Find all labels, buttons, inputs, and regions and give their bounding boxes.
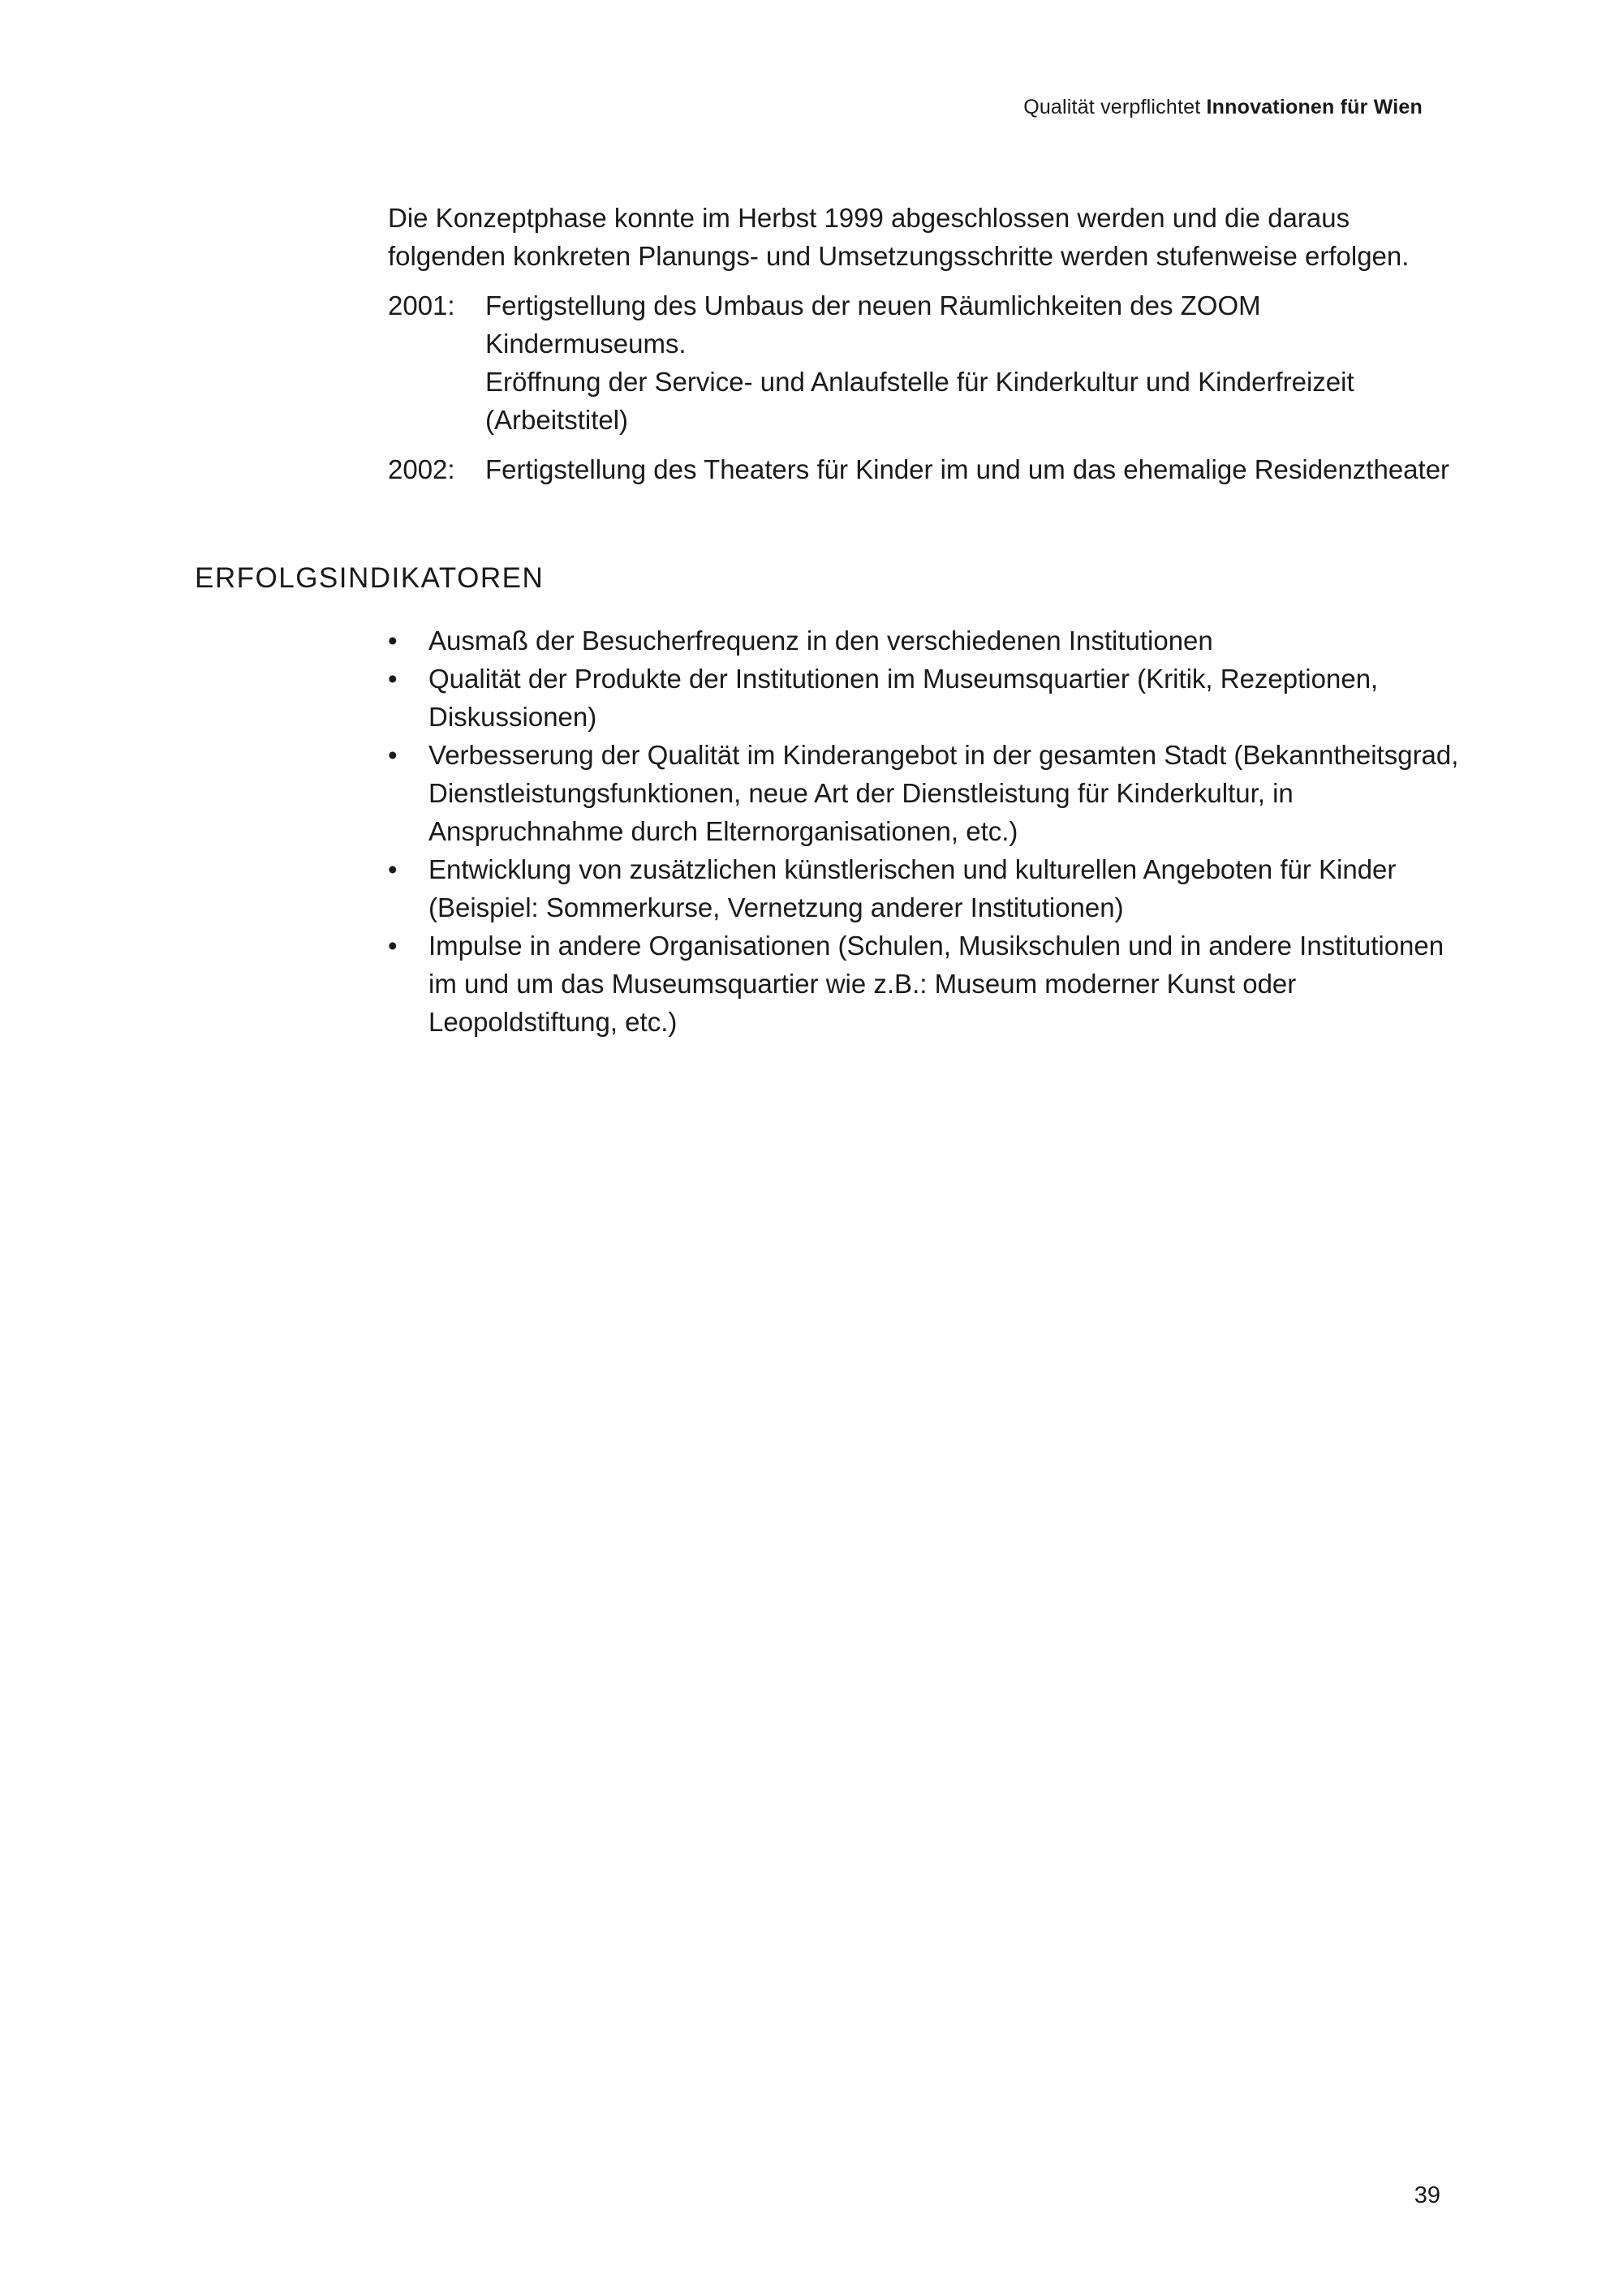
header-text-bold: Innovationen für Wien	[1206, 96, 1423, 118]
timeline	[388, 286, 1459, 500]
list-item-text: Entwicklung von zusätzlichen künstlerischen und kulturellen Angeboten für Kinder (Beispiel: Sommerkurse, Vernetzung anderer Institutionen)	[428, 854, 1397, 922]
timeline-year: 2002:	[388, 454, 455, 484]
section-heading: ERFOLGSINDIKATOREN	[195, 562, 545, 594]
list-item	[388, 660, 1475, 736]
indicator-list	[388, 621, 1475, 1041]
timeline-line: Eröffnung der Service- und Anlaufstelle für Kinderkultur und Kinderfreizeit (Arbeitstitel)	[485, 367, 1354, 435]
timeline-entry-2002	[388, 450, 1459, 488]
bullet-icon: •	[388, 740, 398, 770]
timeline-year: 2001:	[388, 290, 455, 320]
list-item	[388, 736, 1475, 850]
bullet-icon: •	[388, 854, 398, 884]
list-item	[388, 621, 1475, 660]
timeline-line: Fertigstellung des Umbaus der neuen Räumlichkeiten des ZOOM Kindermuseums.	[485, 290, 1261, 359]
list-item-text: Qualität der Produkte der Institutionen im Museumsquartier (Kritik, Rezeptionen, Diskussionen)	[428, 664, 1379, 732]
timeline-entry-2001	[388, 286, 1459, 439]
running-header	[1023, 96, 1423, 119]
bullet-icon: •	[388, 931, 398, 961]
list-item-text: Verbesserung der Qualität im Kinderangebot in der gesamten Stadt (Bekanntheitsgrad, Dienstleistungsfunktionen, neue Art der Dienstleistung für Kinderkultur, in Anspruchnahme durch Elternorganisationen, etc.)	[428, 740, 1459, 846]
list-item	[388, 927, 1475, 1041]
list-item	[388, 850, 1475, 927]
intro-paragraph: Die Konzeptphase konnte im Herbst 1999 abgeschlossen werden und die daraus folgenden konkreten Planungs- und Umsetzungsschritte werden stufenweise erfolgen.	[388, 203, 1410, 271]
timeline-body	[485, 450, 1459, 488]
timeline-body	[485, 286, 1459, 439]
page-number: 39	[1414, 2182, 1440, 2208]
bullet-icon: •	[388, 664, 398, 694]
list-item-text: Ausmaß der Besucherfrequenz in den verschiedenen Institutionen	[428, 626, 1213, 656]
bullet-icon: •	[388, 626, 398, 656]
timeline-line: Fertigstellung des Theaters für Kinder im und um das ehemalige Residenztheater	[485, 454, 1450, 484]
header-text: Qualität verpflichtet	[1023, 96, 1207, 118]
list-item-text: Impulse in andere Organisationen (Schulen, Musikschulen und in andere Institutionen im und um das Museumsquartier wie z.B.: Museum moderner Kunst oder Leopoldstiftung, etc.)	[428, 931, 1444, 1037]
